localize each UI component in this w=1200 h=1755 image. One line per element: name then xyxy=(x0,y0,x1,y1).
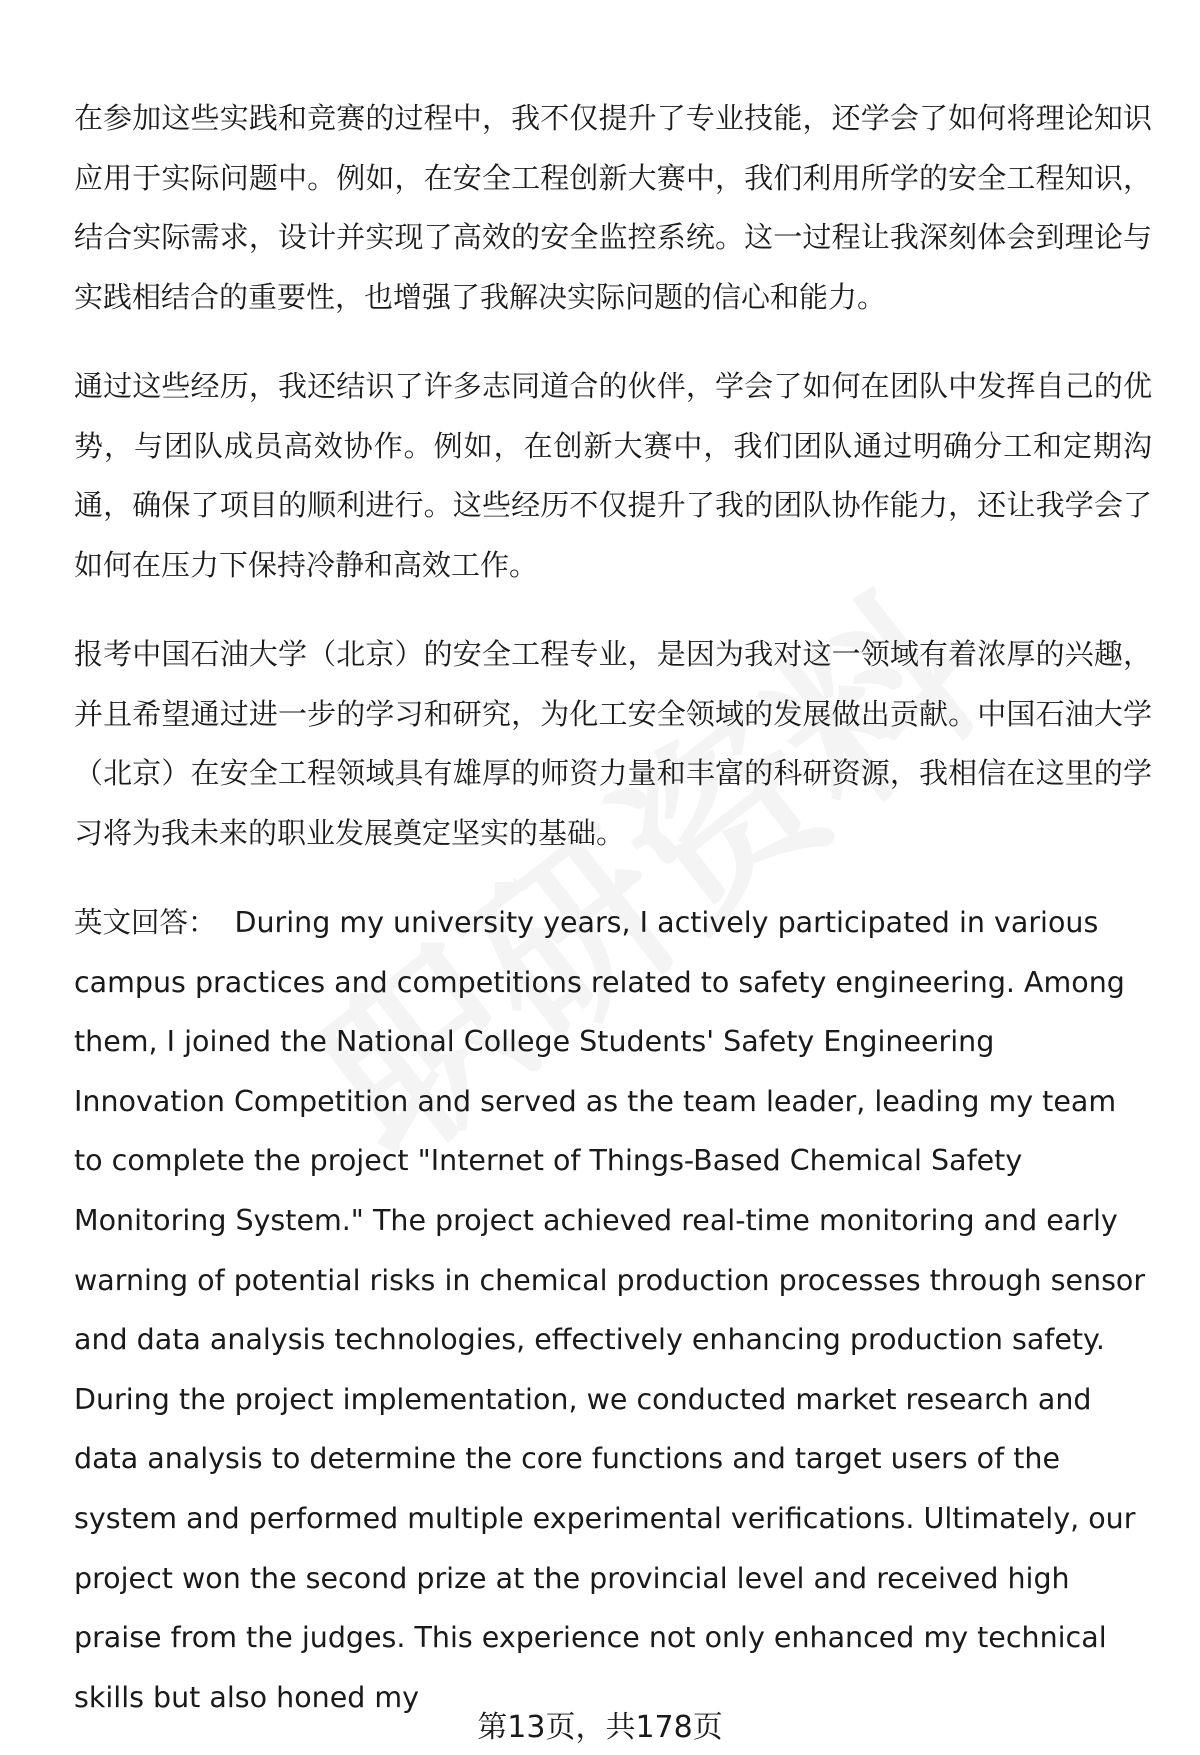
english-answer-label: 英文回答： xyxy=(74,906,217,939)
page-content xyxy=(74,89,1152,1755)
paragraph-practice-reflection: 在参加这些实践和竞赛的过程中，我不仅提升了专业技能，还学会了如何将理论知识应用于实际问题中。例如，在安全工程创新大赛中，我们利用所学的安全工程知识，结合实际需求，设计并实现了高效的安全监控系统。这一过程让我深刻体会到理论与实践相结合的重要性，也增强了我解决实际问题的信心和能力。 xyxy=(74,101,1152,314)
paragraph-application-reason: 报考中国石油大学（北京）的安全工程专业，是因为我对这一领域有着浓厚的兴趣，并且希望通过进一步的学习和研究，为化工安全领域的发展做出贡献。中国石油大学（北京）在安全工程领域具有雄厚的师资力量和丰富的科研资源，我相信在这里的学习将为我未来的职业发展奠定坚实的基础。 xyxy=(74,637,1152,850)
paragraph-teamwork: 通过这些经历，我还结识了许多志同道合的伙伴，学会了如何在团队中发挥自己的优势，与团队成员高效协作。例如，在创新大赛中，我们团队通过明确分工和定期沟通，确保了项目的顺利进行。这些经历不仅提升了我的团队协作能力，还让我学会了如何在压力下保持冷静和高效工作。 xyxy=(74,369,1152,582)
english-answer-text: During my university years, I actively participated in various campus practices and competitions related to safety engineering. Among them, I joined the National College Students' Safety Engineering Innovation Competition and served as the team leader, leading my team to complete the project "Internet of Things-Based Chemical Safety Monitoring System." The project achieved real-time monitoring and early warning of potential risks in chemical production processes through sensor and data analysis technologies, effectively enhancing production safety. During the project implementation, we conducted market research and data analysis to determine the core functions and target users of the system and performed multiple experimental verifications. Ultimately, our project won the second prize at the provincial level and received high praise from the judges. This experience not only enhanced my technical skills but also honed my xyxy=(74,906,1146,1714)
page-number: 第13页，共178页 xyxy=(477,1710,723,1745)
paragraph-english-answer xyxy=(74,893,1152,1727)
